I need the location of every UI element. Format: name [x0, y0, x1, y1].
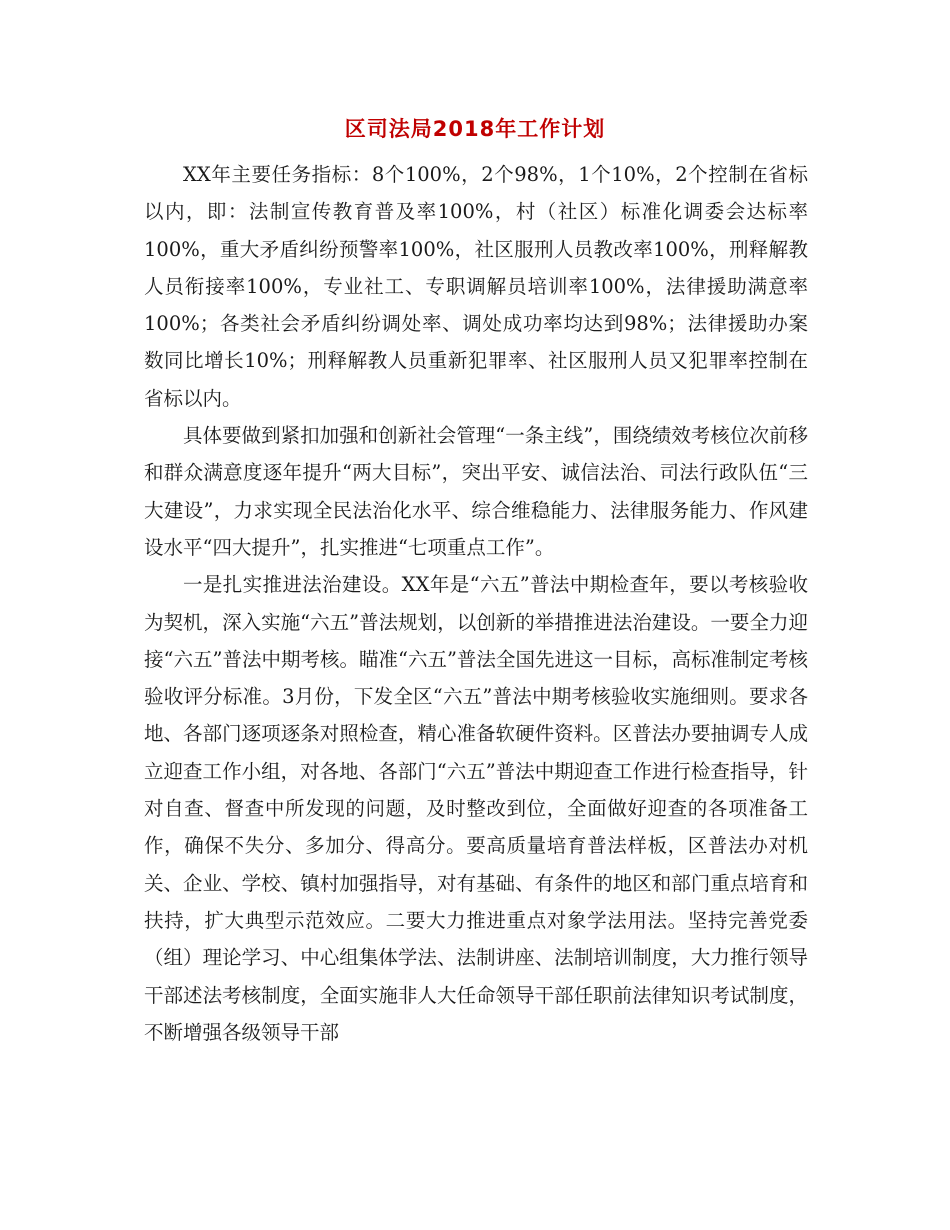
document-title: 区司法局2018年工作计划	[344, 117, 606, 141]
document-body	[144, 156, 808, 1051]
paragraph-main-line: 具体要做到紧扣加强和创新社会管理“一条主线”，围绕绩效考核位次前移和群众满意度逐年提升“两大目标”，突出平安、诚信法治、司法行政队伍“三大建设”，力求实现全民法治化水平、综合维稳能力、法律服务能力、作风建设水平“四大提升”，扎实推进“七项重点工作”。	[144, 424, 808, 559]
paragraph-rule-of-law: 一是扎实推进法治建设。XX年是“六五”普法中期检查年，要以考核验收为契机，深入实施“六五”普法规划，以创新的举措推进法治建设。一要全力迎接“六五”普法中期考核。瞄准“六五”普法全国先进这一目标，高标准制定考核验收评分标准。3月份，下发全区“六五”普法中期考核验收实施细则。要求各地、各部门逐项逐条对照检查，精心准备软硬件资料。区普法办要抽调专人成立迎查工作小组，对各地、各部门“六五”普法中期迎查工作进行检查指导，针对自查、督查中所发现的问题，及时整改到位，全面做好迎查的各项准备工作，确保不失分、多加分、得高分。要高质量培育普法样板，区普法办对机关、企业、学校、镇村加强指导，对有基础、有条件的地区和部门重点培育和扶持，扩大典型示范效应。二要大力推进重点对象学法用法。坚持完善党委（组）理论学习、中心组集体学法、法制讲座、法制培训制度，大力推行领导干部述法考核制度，全面实施非人大任命领导干部任职前法律知识考试制度，不断增强各级领导干部	[144, 573, 808, 1044]
paragraph-task-indicators: XX年主要任务指标：8个100%，2个98%，1个10%，2个控制在省标以内，即：法制宣传教育普及率100%，村（社区）标准化调委会达标率100%，重大矛盾纠纷预警率100%，社区服刑人员教改率100%，刑释解教人员衔接率100%，专业社工、专职调解员培训率100%，法律援助满意率100%；各类社会矛盾纠纷调处率、调处成功率均达到98%；法律援助办案数同比增长10%；刑释解教人员重新犯罪率、社区服刑人员又犯罪率控制在省标以内。	[144, 163, 808, 410]
